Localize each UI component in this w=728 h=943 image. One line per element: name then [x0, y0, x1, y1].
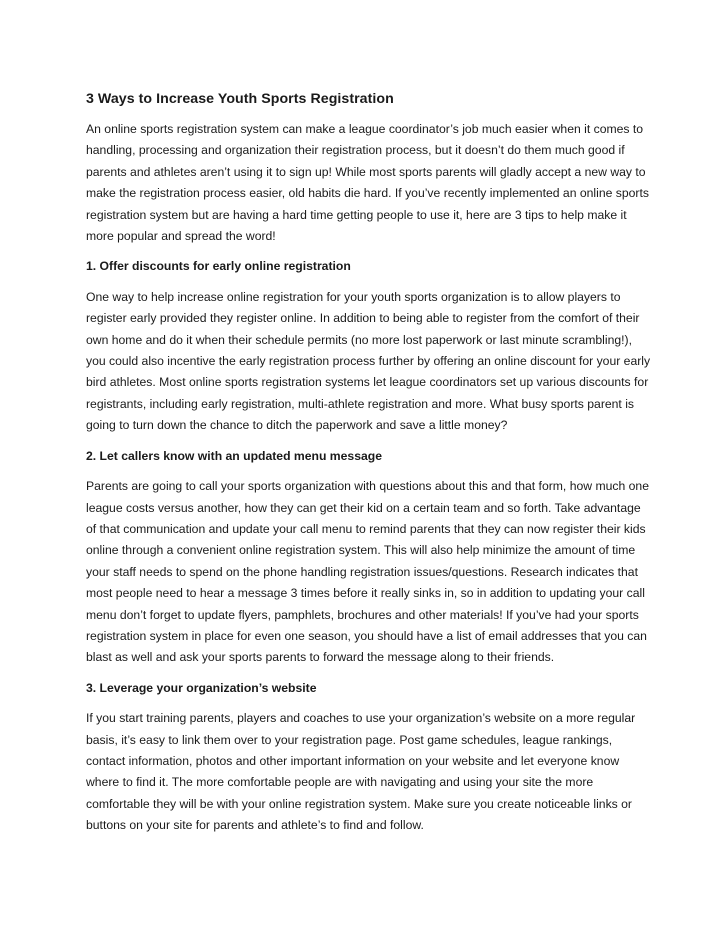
section-body-2: Parents are going to call your sports organization with questions about this and that form, how much one league costs versus another, how they can get their kid on a certain team and so forth. Take advantage of that communication and update your call menu to remind parents that they can now register their kids online through a convenient online registration system. This will also help minimize the amount of time your staff needs to spend on the phone handling registration issues/questions. Research indicates that most people need to hear a message 3 times before it really sinks in, so in addition to updating your call menu don’t forget to update flyers, pamphlets, brochures and other materials! If you’ve had your sports registration system in place for even one season, you should have a list of email addresses that you can blast as well and ask your sports parents to forward the message along to their friends. — [86, 479, 649, 665]
intro-paragraph: An online sports registration system can make a league coordinator’s job much easier when it comes to handling, processing and organization their registration process, but it doesn’t do them much good if parents and athletes aren’t using it to sign up! While most sports parents will gladly accept a new way to make the registration process easier, old habits die hard. If you’ve recently implemented an online sports registration system but are having a hard time getting people to use it, here are 3 tips to help make it more popular and spread the word! — [86, 122, 649, 244]
document-content — [86, 90, 652, 846]
document-title: 3 Ways to Increase Youth Sports Registration — [86, 91, 394, 107]
section-heading-3: 3. Leverage your organization’s website — [86, 680, 317, 695]
section-heading-2: 2. Let callers know with an updated menu message — [86, 448, 382, 463]
section-body-3: If you start training parents, players and coaches to use your organization’s website on a more regular basis, it’s easy to link them over to your registration page. Post game schedules, league rankings, contact information, photos and other important information on your website and let everyone know where to find it. The more comfortable people are with navigating and using your site the more comfortable they will be with your online registration system. Make sure you create noticeable links or buttons on your site for parents and athlete’s to find and follow. — [86, 711, 636, 833]
section-heading-1: 1. Offer discounts for early online registration — [86, 259, 351, 274]
section-body-1: One way to help increase online registration for your youth sports organization is to allow players to register early provided they register online. In addition to being able to register from the comfort of their own home and do it when their schedule permits (no more lost paperwork or last minute scrambling!), you could also incentive the early registration process further by offering an online discount for your early bird athletes. Most online sports registration systems let league coordinators set up various discounts for registrants, including early registration, multi-athlete registration and more. What busy sports parent is going to turn down the chance to ditch the paperwork and save a little money? — [86, 289, 651, 433]
